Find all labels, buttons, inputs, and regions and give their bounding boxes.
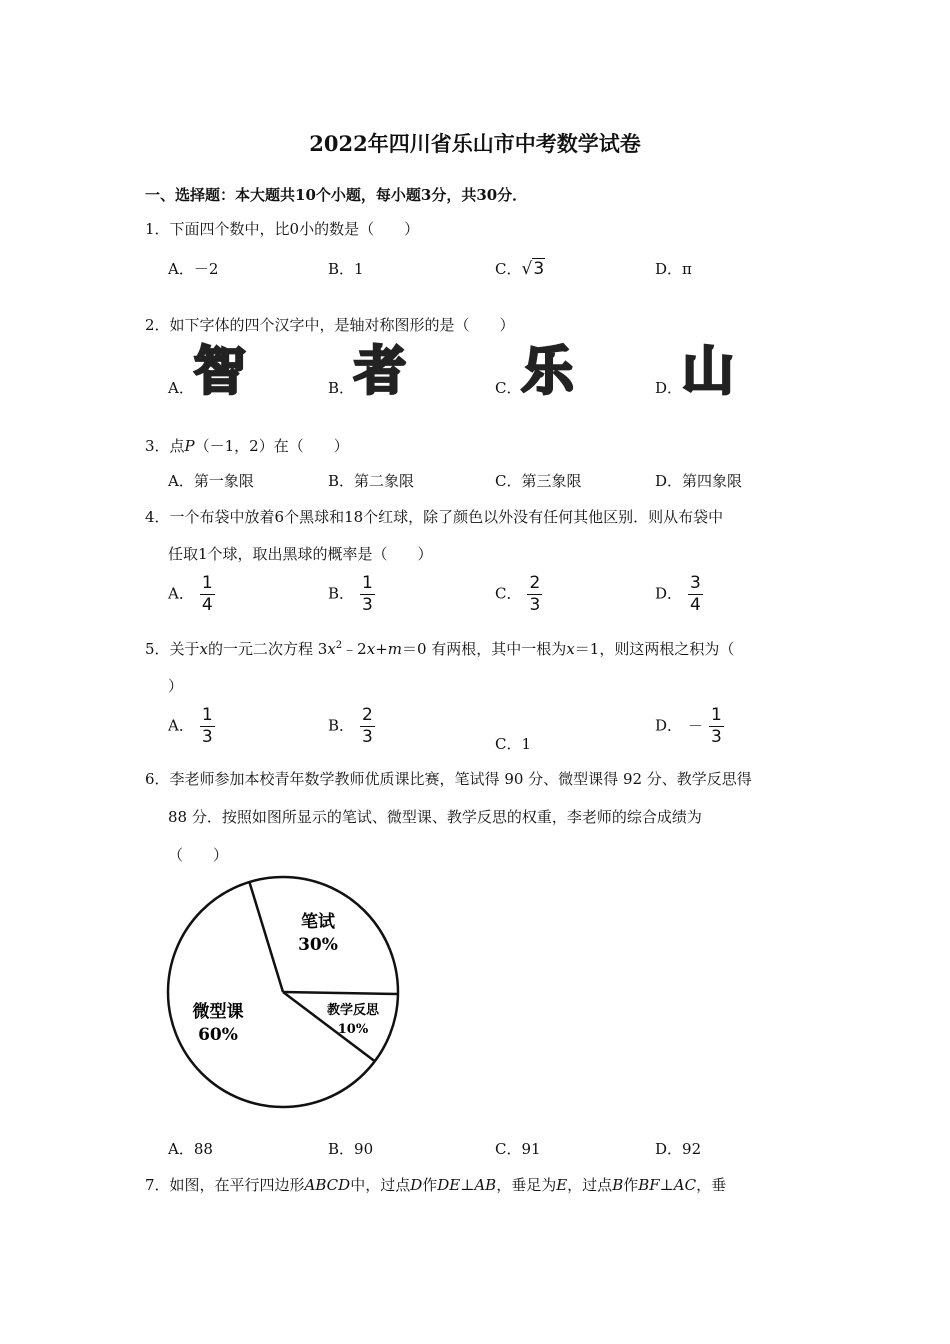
q4-option-c	[495, 575, 542, 614]
q7-var-d: D	[410, 1176, 423, 1194]
q2-option-a-label: A．	[168, 379, 194, 397]
q5-option-a-label: A．	[168, 716, 194, 735]
fraction	[527, 575, 542, 614]
q5-option-b	[328, 707, 375, 746]
q7-var-abcd: ABCD	[304, 1176, 351, 1194]
q5-p3: ﹣2	[342, 640, 367, 658]
fraction	[709, 707, 724, 746]
question-6-line-3: （ ）	[168, 846, 229, 864]
q3-option-a: A．第一象限	[168, 472, 254, 490]
q4-option-b-label: B．	[328, 584, 355, 603]
fraction	[360, 575, 375, 614]
q7-var-ac: AC	[673, 1176, 697, 1194]
slice-micro-class-label: 微型课	[192, 1002, 244, 1022]
page-title: 2022年四川省乐山市中考数学试卷	[309, 131, 641, 156]
question-1-stem: 1．下面四个数中，比0小的数是（ ）	[145, 220, 420, 238]
fraction	[200, 575, 215, 614]
q1-option-a: A．－2	[168, 260, 219, 278]
q5-var-x: x	[199, 640, 209, 658]
fraction	[200, 707, 215, 746]
q4-option-d	[655, 575, 703, 614]
q4-a-num: 1	[201, 573, 213, 593]
q4-option-a	[168, 575, 215, 614]
q4-d-den: 4	[690, 595, 701, 615]
fraction	[688, 575, 703, 614]
q4-c-den: 3	[529, 595, 541, 615]
q2-option-c-label: C．	[495, 379, 522, 397]
q7-p9: ，垂	[696, 1176, 727, 1194]
q5-option-d-label: D．	[655, 716, 683, 735]
q7-p6: ，过点	[567, 1176, 613, 1194]
q5-p6: ＝1，则这两根之积为（	[574, 640, 735, 658]
q6-option-c: C．91	[495, 1140, 541, 1158]
q5-p5: ＝0 有两根，其中一根为	[402, 640, 567, 658]
q3-option-c: C．第三象限	[495, 472, 582, 490]
q3-point-var: P	[184, 437, 195, 455]
q7-p7: 作	[623, 1176, 639, 1194]
char-zhe-glyph: 者	[354, 342, 407, 402]
q5-option-c: C．1	[495, 735, 532, 753]
q7-var-b: B	[612, 1176, 624, 1194]
q5-var-x2: x	[327, 640, 336, 658]
q7-p2: 中，过点	[350, 1176, 411, 1194]
q5-option-a	[168, 707, 215, 746]
pie-chart	[150, 870, 410, 1120]
q4-c-num: 2	[529, 573, 541, 593]
q5-p1: 5．关于	[145, 640, 200, 658]
slice-reflection-label: 教学反思	[326, 1003, 380, 1018]
question-6-line-1: 6．李老师参加本校青年数学教师优质课比赛，笔试得 90 分、微型课得 92 分、教学反思得	[145, 770, 752, 788]
q4-d-num: 3	[690, 573, 701, 593]
char-shan-glyph: 山	[682, 342, 735, 402]
question-7-stem	[145, 1174, 726, 1195]
q3-stem-post: （－1，2）在（ ）	[194, 437, 349, 455]
q5-p4: +	[375, 640, 388, 658]
section-heading: 一、选择题：本大题共10个小题，每小题3分，共30分．	[145, 186, 528, 204]
question-5-stem	[145, 638, 734, 659]
q7-var-de: DE	[437, 1176, 461, 1194]
q6-option-a: A．88	[168, 1140, 213, 1158]
q7-p8: ⊥	[659, 1176, 674, 1194]
question-2-stem: 2．如下字体的四个汉字中，是轴对称图形的是（ ）	[145, 316, 515, 334]
q4-option-b	[328, 575, 375, 614]
pie-group	[168, 877, 398, 1107]
q2-option-c	[495, 342, 574, 402]
q5-a-den: 3	[201, 727, 213, 747]
q4-option-c-label: C．	[495, 584, 522, 603]
slice-written-label: 笔试	[301, 912, 335, 932]
char-zhi-glyph: 智	[193, 342, 246, 402]
slice-written-value: 30%	[298, 935, 338, 955]
question-6-line-2: 88 分．按照如图所显示的笔试、微型课、教学反思的权重，李老师的综合成绩为	[168, 808, 702, 826]
q2-option-d-label: D．	[655, 379, 683, 397]
q5-var-m: m	[387, 640, 402, 658]
q5-b-den: 3	[362, 727, 373, 747]
slice-micro-class-value: 60%	[198, 1025, 238, 1045]
q6-option-b: B．90	[328, 1140, 374, 1158]
q5-superscript: 2	[335, 640, 343, 651]
q7-var-e: E	[556, 1176, 568, 1194]
q3-option-b: B．第二象限	[328, 472, 415, 490]
q1-option-c-label: C．	[495, 260, 522, 278]
slice-reflection-value: 10%	[337, 1022, 369, 1037]
q4-a-den: 4	[201, 595, 213, 615]
q4-option-a-label: A．	[168, 584, 194, 603]
q5-d-den: 3	[711, 727, 722, 747]
q4-option-d-label: D．	[655, 584, 683, 603]
q3-stem-pre: 3．点	[145, 437, 185, 455]
q4-b-den: 3	[362, 595, 373, 615]
q1-option-d: D．π	[655, 260, 692, 278]
q4-b-num: 1	[362, 573, 373, 593]
question-5-line-2: ）	[168, 677, 184, 695]
q7-var-ab: AB	[474, 1176, 497, 1194]
q1-option-b: B．1	[328, 260, 364, 278]
fraction	[360, 707, 375, 746]
q7-p4: ⊥	[460, 1176, 475, 1194]
q7-p1: 7．如图，在平行四边形	[145, 1176, 305, 1194]
q5-d-sign: －	[688, 716, 704, 735]
question-4-line-2: 任取1个球，取出黑球的概率是（ ）	[168, 545, 433, 563]
q1-sqrt-radicand: 3	[533, 259, 545, 279]
q5-p2: 的一元二次方程 3	[208, 640, 328, 658]
q5-option-b-label: B．	[328, 716, 355, 735]
q5-var-x3: x	[366, 640, 376, 658]
q5-d-num: 1	[711, 705, 722, 725]
q5-a-num: 1	[201, 705, 213, 725]
question-3-stem	[145, 435, 349, 456]
q2-option-d	[655, 342, 735, 402]
question-4-line-1: 4．一个布袋中放着6个黑球和18个红球，除了颜色以外没有任何其他区别．则从布袋中	[145, 508, 724, 526]
sqrt-symbol: √3	[521, 259, 545, 279]
q2-option-b-label: B．	[328, 379, 355, 397]
char-le-glyph: 乐	[521, 342, 574, 402]
q7-p5: ，垂足为	[496, 1176, 557, 1194]
q1-option-c	[495, 258, 545, 279]
q2-option-b	[328, 342, 407, 402]
q2-option-a	[168, 342, 246, 402]
q7-var-bf: BF	[638, 1176, 660, 1194]
q5-option-d	[655, 707, 724, 746]
q6-option-d: D．92	[655, 1140, 702, 1158]
q5-var-x4: x	[566, 640, 575, 658]
q3-option-d: D．第四象限	[655, 472, 743, 490]
q7-p3: 作	[422, 1176, 438, 1194]
q5-b-num: 2	[362, 705, 373, 725]
